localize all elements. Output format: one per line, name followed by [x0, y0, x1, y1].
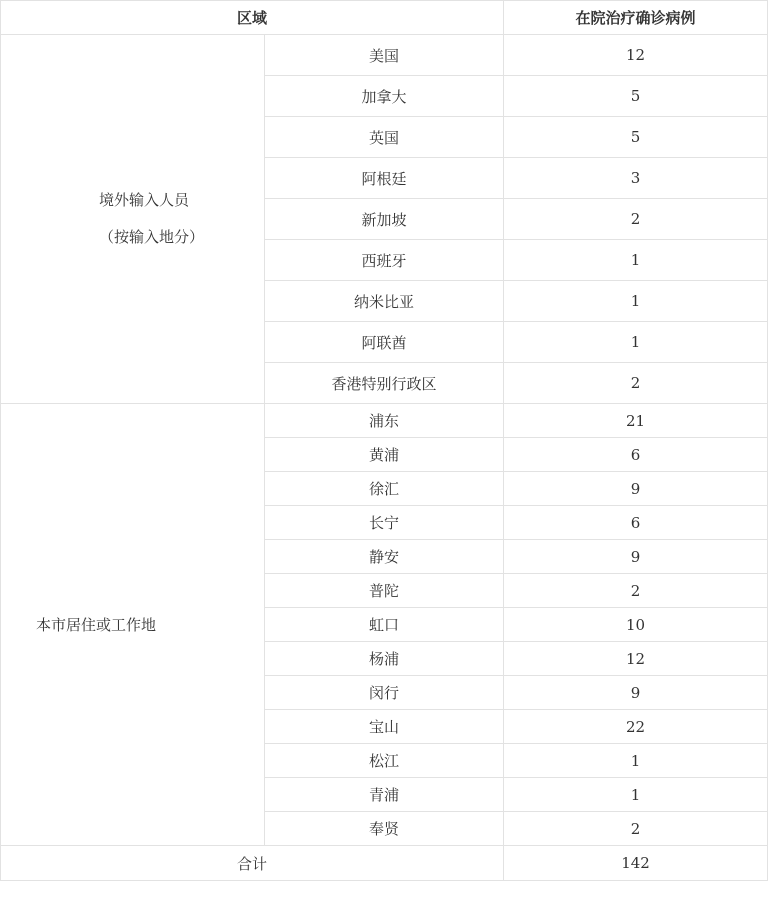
case-count: 1	[504, 240, 768, 281]
case-count: 6	[504, 506, 768, 540]
region-name: 青浦	[265, 778, 504, 812]
case-count: 2	[504, 812, 768, 846]
case-count: 9	[504, 472, 768, 506]
total-count: 142	[504, 846, 768, 881]
region-name: 静安	[265, 540, 504, 574]
group-label-local: 本市居住或工作地	[1, 404, 265, 846]
group-label-line1: 境外输入人员	[99, 191, 190, 209]
case-count: 21	[504, 404, 768, 438]
case-count: 1	[504, 281, 768, 322]
group-label-overseas	[1, 35, 265, 404]
region-name: 普陀	[265, 574, 504, 608]
case-count: 1	[504, 744, 768, 778]
case-count: 1	[504, 322, 768, 363]
region-name: 长宁	[265, 506, 504, 540]
region-name: 奉贤	[265, 812, 504, 846]
case-count: 2	[504, 574, 768, 608]
group-label-line2: （按输入地分）	[99, 228, 205, 246]
case-count: 9	[504, 540, 768, 574]
total-label: 合计	[1, 846, 504, 881]
region-name: 浦东	[265, 404, 504, 438]
region-name: 美国	[265, 35, 504, 76]
case-count: 10	[504, 608, 768, 642]
region-name: 徐汇	[265, 472, 504, 506]
case-count: 22	[504, 710, 768, 744]
case-count: 12	[504, 35, 768, 76]
case-count: 5	[504, 117, 768, 158]
region-name: 阿根廷	[265, 158, 504, 199]
table-row	[1, 35, 768, 76]
region-name: 西班牙	[265, 240, 504, 281]
region-name: 黄浦	[265, 438, 504, 472]
region-name: 新加坡	[265, 199, 504, 240]
total-row	[1, 846, 768, 881]
region-name: 香港特别行政区	[265, 363, 504, 404]
region-name: 加拿大	[265, 76, 504, 117]
case-count: 2	[504, 363, 768, 404]
region-name: 阿联酋	[265, 322, 504, 363]
table-row	[1, 404, 768, 438]
case-count: 5	[504, 76, 768, 117]
region-name: 松江	[265, 744, 504, 778]
region-name: 宝山	[265, 710, 504, 744]
case-count: 1	[504, 778, 768, 812]
region-name: 杨浦	[265, 642, 504, 676]
region-name: 闵行	[265, 676, 504, 710]
header-region: 区域	[1, 1, 504, 35]
case-count: 9	[504, 676, 768, 710]
header-cases: 在院治疗确诊病例	[504, 1, 768, 35]
region-name: 纳米比亚	[265, 281, 504, 322]
case-count: 6	[504, 438, 768, 472]
region-name: 英国	[265, 117, 504, 158]
case-count: 2	[504, 199, 768, 240]
region-name: 虹口	[265, 608, 504, 642]
case-count: 3	[504, 158, 768, 199]
case-count: 12	[504, 642, 768, 676]
table-header-row	[1, 1, 768, 35]
